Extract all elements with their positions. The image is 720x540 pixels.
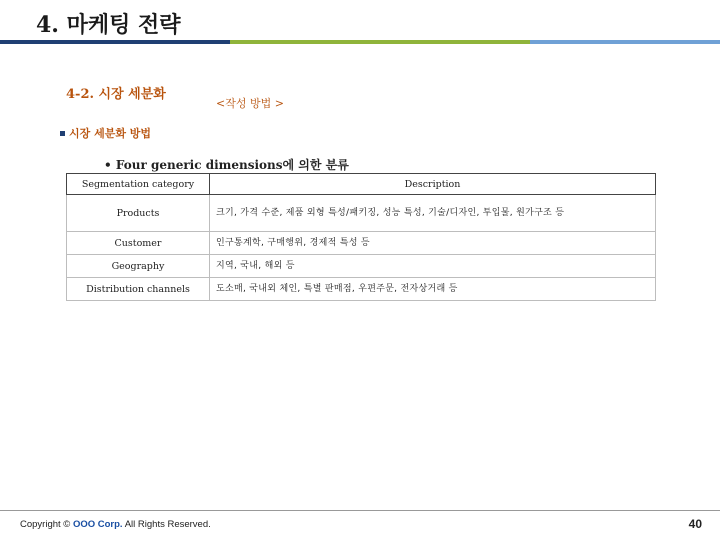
title-underline-bar: [0, 40, 720, 44]
subtitle: 4-2. 시장 세분화: [66, 87, 166, 102]
title-bar-segment-green: [230, 40, 530, 44]
category-cell: Customer: [67, 232, 210, 255]
method-label: <작성 방법 >: [216, 97, 284, 110]
description-cell: 인구통계학, 구매행위, 경제적 특성 등: [210, 232, 656, 255]
footer-divider: [0, 510, 720, 511]
copyright-suffix: All Rights Reserved.: [124, 519, 211, 530]
column-header-category: Segmentation category: [67, 174, 210, 195]
section-heading-text: 시장 세분화 방법: [69, 127, 152, 140]
description-cell: 도소매, 국내외 체인, 특별 판매점, 우편주문, 전자상거래 등: [210, 278, 656, 301]
bullet-text: • Four generic dimensions에 의한 분류: [104, 158, 349, 172]
section-heading: [60, 125, 151, 141]
company-name: OOO Corp.: [72, 519, 123, 530]
table-row: [67, 278, 656, 301]
category-cell: Products: [67, 195, 210, 232]
table-row: [67, 232, 656, 255]
page-number: 40: [688, 517, 702, 531]
segmentation-table: [66, 173, 656, 301]
copyright-prefix: Copyright ©: [20, 519, 71, 530]
table-row: [67, 255, 656, 278]
description-cell: 지역, 국내, 해외 등: [210, 255, 656, 278]
table-row: [67, 195, 656, 232]
square-bullet-icon: [60, 131, 65, 136]
description-cell: 크기, 가격 수준, 제품 외형 특성/패키징, 성능 특성, 기술/디자인, 투입물, 원가구조 등: [210, 195, 656, 232]
copyright-notice: [20, 519, 211, 530]
category-cell: Geography: [67, 255, 210, 278]
title-bar-segment-blue: [530, 40, 720, 44]
title-bar-segment-navy: [0, 40, 230, 44]
category-cell: Distribution channels: [67, 278, 210, 301]
page-title: 4. 마케팅 전략: [36, 12, 181, 38]
column-header-description: Description: [210, 174, 656, 195]
table-header-row: [67, 174, 656, 195]
